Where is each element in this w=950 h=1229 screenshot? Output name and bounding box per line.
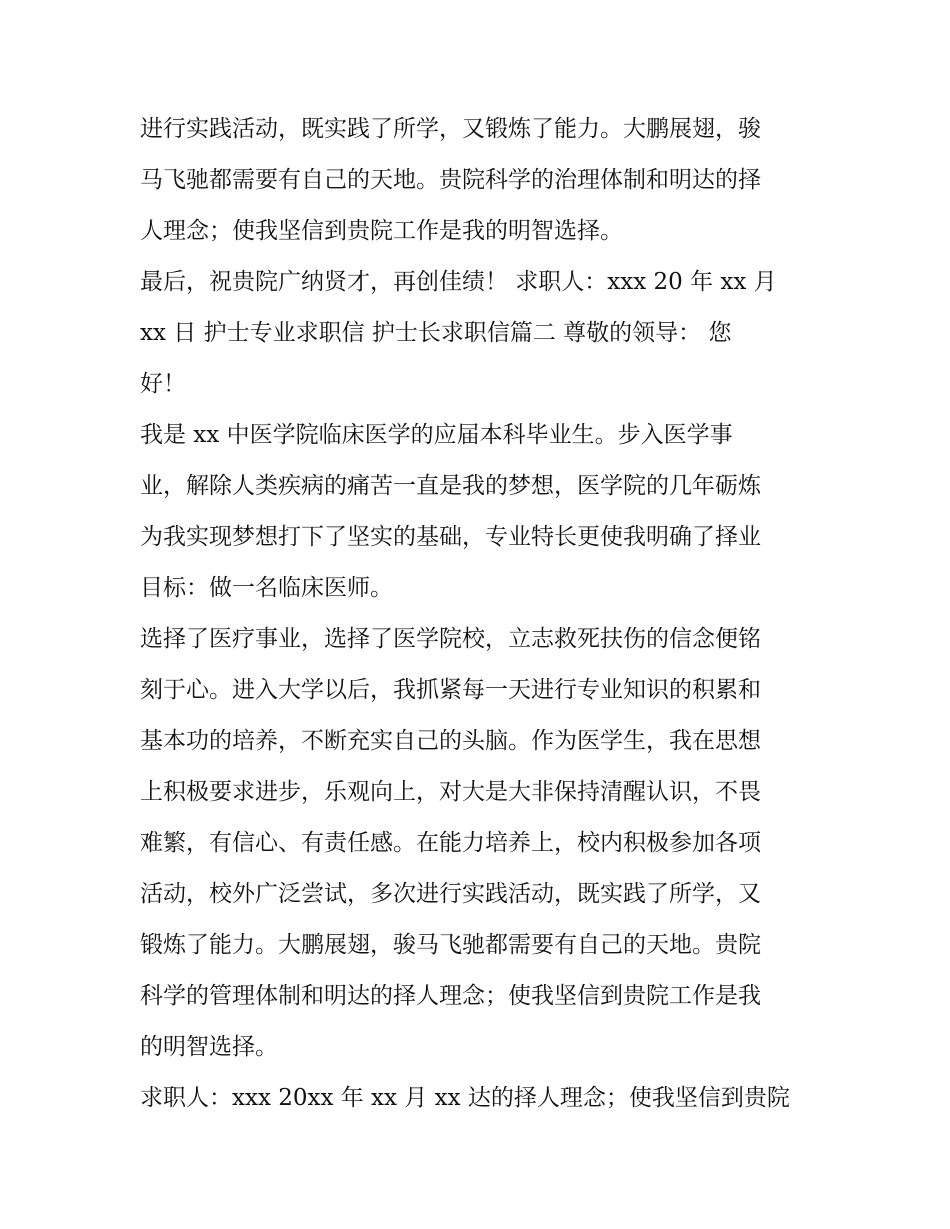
text-line: 进行实践活动，既实践了所学，又锻炼了能力。大鹏展翅，骏 bbox=[140, 116, 761, 142]
text-line: 为我实现梦想打下了坚实的基础，专业特长更使我明确了择业 bbox=[140, 524, 761, 550]
paragraph-practice bbox=[140, 104, 820, 257]
text-line: 马飞驰都需要有自己的天地。贵院科学的治理体制和明达的择 bbox=[140, 167, 761, 193]
document-body bbox=[140, 104, 820, 1124]
text-line: 我是 xx 中医学院临床医学的应届本科毕业生。步入医学事 bbox=[140, 422, 733, 448]
text-line: 难繁，有信心、有责任感。在能力培养上，校内积极参加各项 bbox=[140, 830, 761, 856]
text-line: 上积极要求进步，乐观向上，对大是大非保持清醒认识，不畏 bbox=[140, 779, 761, 805]
text-line: 目标：做一名临床医师。 bbox=[140, 575, 393, 601]
paragraph-career-choice bbox=[140, 614, 820, 1073]
text-line: 科学的管理体制和明达的择人理念；使我坚信到贵院工作是我 bbox=[140, 983, 761, 1009]
paragraph-signature bbox=[140, 1073, 820, 1124]
paragraph-introduction bbox=[140, 410, 820, 614]
text-line: 求职人：xxx 20xx 年 xx 月 xx 达的择人理念；使我坚信到贵院 bbox=[140, 1085, 790, 1111]
text-line: 选择了医疗事业，选择了医学院校，立志救死扶伤的信念便铭 bbox=[140, 626, 761, 652]
text-line: 基本功的培养，不断充实自己的头脑。作为医学生，我在思想 bbox=[140, 728, 761, 754]
text-line: 刻于心。进入大学以后，我抓紧每一天进行专业知识的积累和 bbox=[140, 677, 761, 703]
paragraph-closing bbox=[140, 257, 820, 410]
text-line: 业，解除人类疾病的痛苦一直是我的梦想，医学院的几年砺炼 bbox=[140, 473, 761, 499]
text-line: 好！ bbox=[140, 371, 186, 397]
text-line: 的明智选择。 bbox=[140, 1034, 278, 1060]
text-line: xx 日 护士专业求职信 护士长求职信篇二 尊敬的领导： 您 bbox=[140, 320, 732, 346]
text-line: 最后，祝贵院广纳贤才，再创佳绩！ 求职人：xxx 20 年 xx 月 bbox=[140, 269, 777, 295]
text-line: 锻炼了能力。大鹏展翅，骏马飞驰都需要有自己的天地。贵院 bbox=[140, 932, 761, 958]
text-line: 人理念；使我坚信到贵院工作是我的明智选择。 bbox=[140, 218, 623, 244]
text-line: 活动，校外广泛尝试，多次进行实践活动，既实践了所学，又 bbox=[140, 881, 761, 907]
